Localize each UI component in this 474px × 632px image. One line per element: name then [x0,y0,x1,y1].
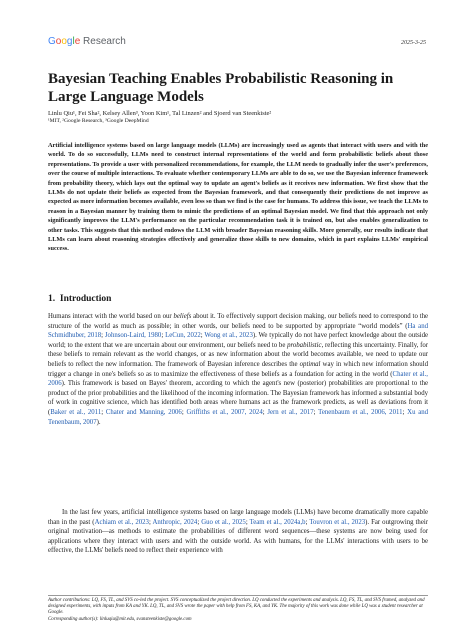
section-heading-introduction [48,294,111,304]
text-run: Humans interact with the world based on our [48,313,174,320]
text-run: ; [101,332,105,340]
citation-link[interactable]: Griffiths et al., 2007, 2024 [186,408,263,416]
intro-paragraph-2 [48,508,428,556]
citation-link[interactable]: Chater et al., 2006 [48,370,428,388]
text-run: ; [262,408,268,416]
citation-link[interactable]: Anthropic, 2024 [152,518,198,526]
text-run: ; [148,518,153,526]
citation-link[interactable]: Team et al., 2024a,b [249,518,306,526]
logo-letter: g [66,36,73,47]
citation-link[interactable]: Baker et al., 2011 [50,408,102,416]
text-run: ; [101,408,106,416]
citation-link[interactable]: Touvron et al., 2023 [309,518,366,526]
text-run: ; [313,408,319,416]
text-run: ). Far outgrowing their original motivation—as methods to estimate the probabilities of different word sequences—these systems are now being used for applications where they interact with users and with the outside world. As with humans, for the LLMs' interactions with users to be effective, the LLMs' beliefs need to reflect their experience with [48,518,428,555]
google-research-logo [48,36,126,47]
section-title-text: Introduction [59,294,112,304]
citation-link[interactable]: Jern et al., 2017 [267,408,314,416]
text-run: ; [402,408,408,416]
citation-link[interactable]: Tenenbaum et al., 2006, 2011 [318,408,403,416]
text-run: , reflecting this uncertainty. Finally, for these beliefs to remain relevant as the world changes, or as new information about the world becomes available, we need to update our beliefs to reflect the new information. The framework of Bayesian inference describes the [48,341,429,368]
citation-link[interactable]: Guo et al., 2025 [201,518,246,526]
citation-link[interactable]: Ha and Schmidhuber, 2018 [48,322,428,340]
text-run: ; [245,518,250,526]
footnote [48,598,428,623]
logo-letter: o [55,36,62,47]
text-run: In the last few years, artificial intelligence systems based on large language models (LLMs) have become dramatically more capable than in the past ( [48,509,428,526]
text-run: ; [161,332,166,340]
paper-date: 2025-3-25 [401,40,426,46]
logo-letter: o [61,36,67,47]
citation-link[interactable]: Johnson-Laird, 1980 [104,332,162,340]
text-run: ; [200,332,205,340]
affiliations: ¹MIT, ²Google Research, ³Google DeepMind [48,118,149,124]
logo-letter: G [48,36,56,47]
citation-link[interactable]: LeCun, 2022 [165,332,201,340]
logo-letter: e [74,36,81,47]
footnote-divider [48,595,428,596]
emphasis: probabilistic [287,341,322,349]
section-number: 1. [48,294,56,304]
citation-link[interactable]: Chater and Manning, 2006 [105,408,182,416]
text-run: ; [305,518,310,526]
text-run: about it. To effectively support decision making, our beliefs need to correspond to the structure of the world as much as possible; in other words, our beliefs need to be supported by appropriate “world models” ( [48,313,429,330]
author-list: Linlu Qiu¹, Fei Sha², Kelsey Allen³, Yoon Kim¹, Tal Linzen² and Sjoerd van Steenkiste² [48,110,272,117]
logo-research-text: Research [80,36,126,47]
abstract: Artificial intelligence systems based on large language models (LLMs) are increasingly used as agents that interact with users and with the world. To do so successfully, LLMs need to construct internal representations of the world and form probabilistic beliefs about those representations. To provide a user with personalized recommendations, for example, the LLM needs to gradually infer the user's preferences, over the course of multiple interactions. To evaluate whether contemporary LLMs are able to do so, we use the Bayesian inference framework from probability theory, which lays out the optimal way to update an agent's beliefs as it receives new information. We first show that the LLMs do not update their beliefs as expected from the Bayesian framework, and that consequently their predictions do not improve as expected as more information becomes available, even less so than we find is the case for humans. To address this issue, we teach the LLMs to reason in a Bayesian manner by training them to mimic the predictions of an optimal Bayesian model. We find that this approach not only significantly improves the LLM's performance on the particular recommendation task it is trained on, but also enables generalization to other tasks. This suggests that this method endows the LLM with broader Bayesian reasoning skills. More generally, our results indicate that LLMs can learn about reasoning strategies effectively and generalize those skills to new domains, which in part explains LLMs' empirical success. [48,142,428,253]
citation-link[interactable]: Wong et al., 2023 [204,332,253,340]
emphasis: beliefs [173,313,192,320]
author-contributions: Author contributions: LQ, FS, TL, and SVS co-led the project. SVS conceptualized the project direction. LQ conducted the experiments and analysis. LQ, FS, TL, and SVS framed, analyzed and designed experiments, with inputs from KA and YK. LQ, TL, and SVS wrote the paper with help from FS, KA, and YK. The majority of this work was done while LQ was a student researcher at Google. [48,598,425,616]
paper-title: Bayesian Teaching Enables Probabilistic Reasoning in Large Language Models [48,71,394,105]
text-run: ; [181,408,187,416]
emphasis: optimal [299,360,321,368]
citation-link[interactable]: Xu and Tenenbaum, 2007 [48,408,429,426]
text-run: way in which new information should trigger a change in one's beliefs so as to maximize the effectiveness of these beliefs as a foundation for acting in the world ( [48,360,428,378]
text-run: ). [96,418,101,426]
corresponding-authors: Corresponding author(s): linluqiu@mit.edu, svansteenkiste@google.com [48,616,192,622]
text-run: ). We typically do not have perfect knowledge about the outside world; to the extent that we are uncertain about our environment, our beliefs need to be [48,332,429,349]
intro-paragraph-1 [48,312,428,427]
citation-link[interactable]: Achiam et al., 2023 [94,518,149,526]
text-run: ; [197,518,202,526]
text-run: ). This framework is based on Bayes' theorem, according to which the agent's new (posterior) probabilities are proportional to the product of the prior probabilities and the likelihood of the incoming information. The Bayesian framework has informed a substantial body of work in cognitive science, which has identified both areas where humans act as the framework predicts, as well as deviations from it ( [48,380,428,416]
logo-letter: l [72,36,75,47]
